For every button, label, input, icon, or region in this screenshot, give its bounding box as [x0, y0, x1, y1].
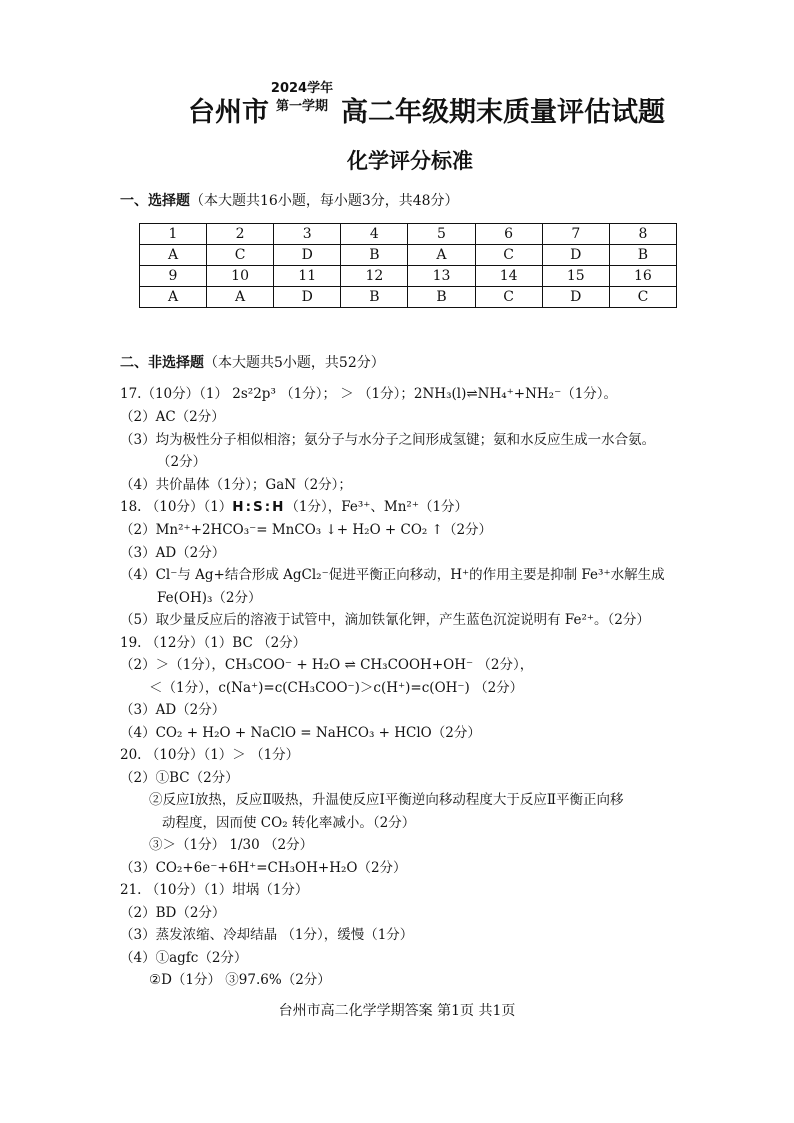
- answer-line: （4）Cl⁻与 Ag+结合形成 AgCl₂⁻促进平衡正向移动，H⁺的作用主要是抑制 Fe³⁺水解生成: [120, 567, 665, 583]
- answer-line-part: 18. （10分）（1）: [120, 499, 233, 515]
- table-cell: 4: [341, 224, 408, 245]
- table-cell: C: [609, 287, 676, 308]
- answer-line-part: （1分），Fe³⁺、Mn²⁺（1分）: [285, 499, 469, 515]
- answer-line: 17.（10分）（1） 2s²2p³ （1分）； ＞ （1分）；2NH₃(l)⇌NH₄⁺+NH₂⁻（1分）。: [120, 386, 618, 402]
- table-cell: 9: [140, 266, 207, 287]
- answer-line: （4）共价晶体（1分）；GaN（2分）；: [120, 477, 352, 493]
- table-cell: 3: [274, 224, 341, 245]
- answer-line: （3）蒸发浓缩、冷却结晶 （1分），缓慢（1分）: [120, 927, 414, 943]
- section2-title: 二、非选择题: [120, 355, 204, 371]
- answer-line: ③＞（1分） 1/30 （2分）: [149, 837, 314, 853]
- table-cell: A: [140, 245, 207, 266]
- section1-title: 一、选择题: [120, 193, 190, 209]
- section1-note: （本大题共16小题，每小题3分，共48分）: [190, 193, 459, 209]
- title-year: 2024学年: [270, 81, 334, 96]
- table-cell: D: [274, 287, 341, 308]
- answer-line: （2）＞（1分），CH₃COO⁻ + H₂O ⇌ CH₃COOH+OH⁻ （2分），: [120, 657, 534, 673]
- table-cell: 8: [609, 224, 676, 245]
- table-cell: 6: [475, 224, 542, 245]
- page-footer: 台州市高二化学学期答案 第1页 共1页: [278, 1003, 516, 1019]
- answer-line: ②D（1分） ③97.6%（2分）: [149, 972, 331, 988]
- table-cell: 2: [207, 224, 274, 245]
- table-cell: A: [140, 287, 207, 308]
- table-cell: B: [408, 287, 475, 308]
- title-city: 台州市: [188, 97, 269, 128]
- table-cell: 14: [475, 266, 542, 287]
- table-cell: B: [341, 245, 408, 266]
- table-cell: B: [341, 287, 408, 308]
- table-cell: B: [609, 245, 676, 266]
- table-cell: 10: [207, 266, 274, 287]
- table-cell: 5: [408, 224, 475, 245]
- answer-line: ②反应Ⅰ放热，反应Ⅱ吸热，升温使反应Ⅰ平衡逆向移动程度大于反应Ⅱ平衡正向移: [149, 792, 624, 808]
- answer-line: （3）AD（2分）: [120, 702, 226, 718]
- table-cell: A: [408, 245, 475, 266]
- table-cell: D: [274, 245, 341, 266]
- table-cell: C: [207, 245, 274, 266]
- answer-line: 20. （10分）（1）＞ （1分）: [120, 747, 300, 763]
- answer-line: （5）取少量反应后的溶液于试管中，滴加铁氰化钾，产生蓝色沉淀说明有 Fe²⁺。（2分）: [120, 612, 650, 628]
- answer-line: （3）AD（2分）: [120, 545, 226, 561]
- table-cell: 7: [542, 224, 609, 245]
- answer-line: （2）AC（2分）: [120, 409, 225, 425]
- answer-line: ＜（1分），c(Na⁺)=c(CH₃COO⁻)＞c(H⁺)=c(OH⁻) （2分）: [149, 680, 524, 696]
- h2s-electron-formula: H:S:H: [232, 499, 286, 515]
- table-cell: C: [475, 287, 542, 308]
- table-cell: 16: [609, 266, 676, 287]
- section2-heading: [120, 352, 385, 372]
- answer-line: 19. （12分）（1）BC （2分）: [120, 635, 307, 651]
- title-term: 第一学期: [275, 99, 328, 114]
- answer-line: （4）①agfc（2分）: [120, 950, 248, 966]
- table-cell: 13: [408, 266, 475, 287]
- answer-line: 动程度，因而使 CO₂ 转化率减小。（2分）: [162, 815, 416, 831]
- table-row: [140, 287, 677, 308]
- table-cell: D: [542, 245, 609, 266]
- title-term-stack: [264, 80, 340, 116]
- answer-line: （3）均为极性分子相似相溶；氨分子与水分子之间形成氢键；氨和水反应生成一水合氨。: [120, 432, 656, 448]
- title-main: 高二年级期末质量评估试题: [341, 97, 665, 128]
- answer-line: （4）CO₂ + H₂O + NaClO = NaHCO₃ + HClO（2分）: [120, 725, 481, 741]
- document-subtitle: 化学评分标准: [347, 149, 473, 173]
- table-cell: D: [542, 287, 609, 308]
- table-cell: C: [475, 245, 542, 266]
- answer-line-18-1: [120, 497, 468, 517]
- answer-line: （2分）: [157, 454, 207, 470]
- table-cell: 1: [140, 224, 207, 245]
- answer-line: （3）CO₂+6e⁻+6H⁺=CH₃OH+H₂O（2分）: [120, 860, 407, 876]
- table-cell: 15: [542, 266, 609, 287]
- section2-note: （本大题共5小题，共52分）: [204, 355, 385, 371]
- table-cell: A: [207, 287, 274, 308]
- document-title: [0, 76, 794, 128]
- multiple-choice-answer-table: [139, 223, 677, 308]
- table-cell: 12: [341, 266, 408, 287]
- section1-heading: [120, 190, 459, 210]
- table-row: [140, 224, 677, 245]
- table-row: [140, 266, 677, 287]
- answer-line: Fe(OH)₃（2分）: [157, 590, 262, 606]
- answer-line: 21. （10分）（1）坩埚（1分）: [120, 882, 309, 898]
- table-cell: 11: [274, 266, 341, 287]
- answer-line: （2）Mn²⁺+2HCO₃⁻= MnCO₃ ↓+ H₂O + CO₂ ↑（2分）: [120, 522, 493, 538]
- table-row: [140, 245, 677, 266]
- answer-line: （2）BD（2分）: [120, 905, 226, 921]
- answer-line: （2）①BC（2分）: [120, 770, 239, 786]
